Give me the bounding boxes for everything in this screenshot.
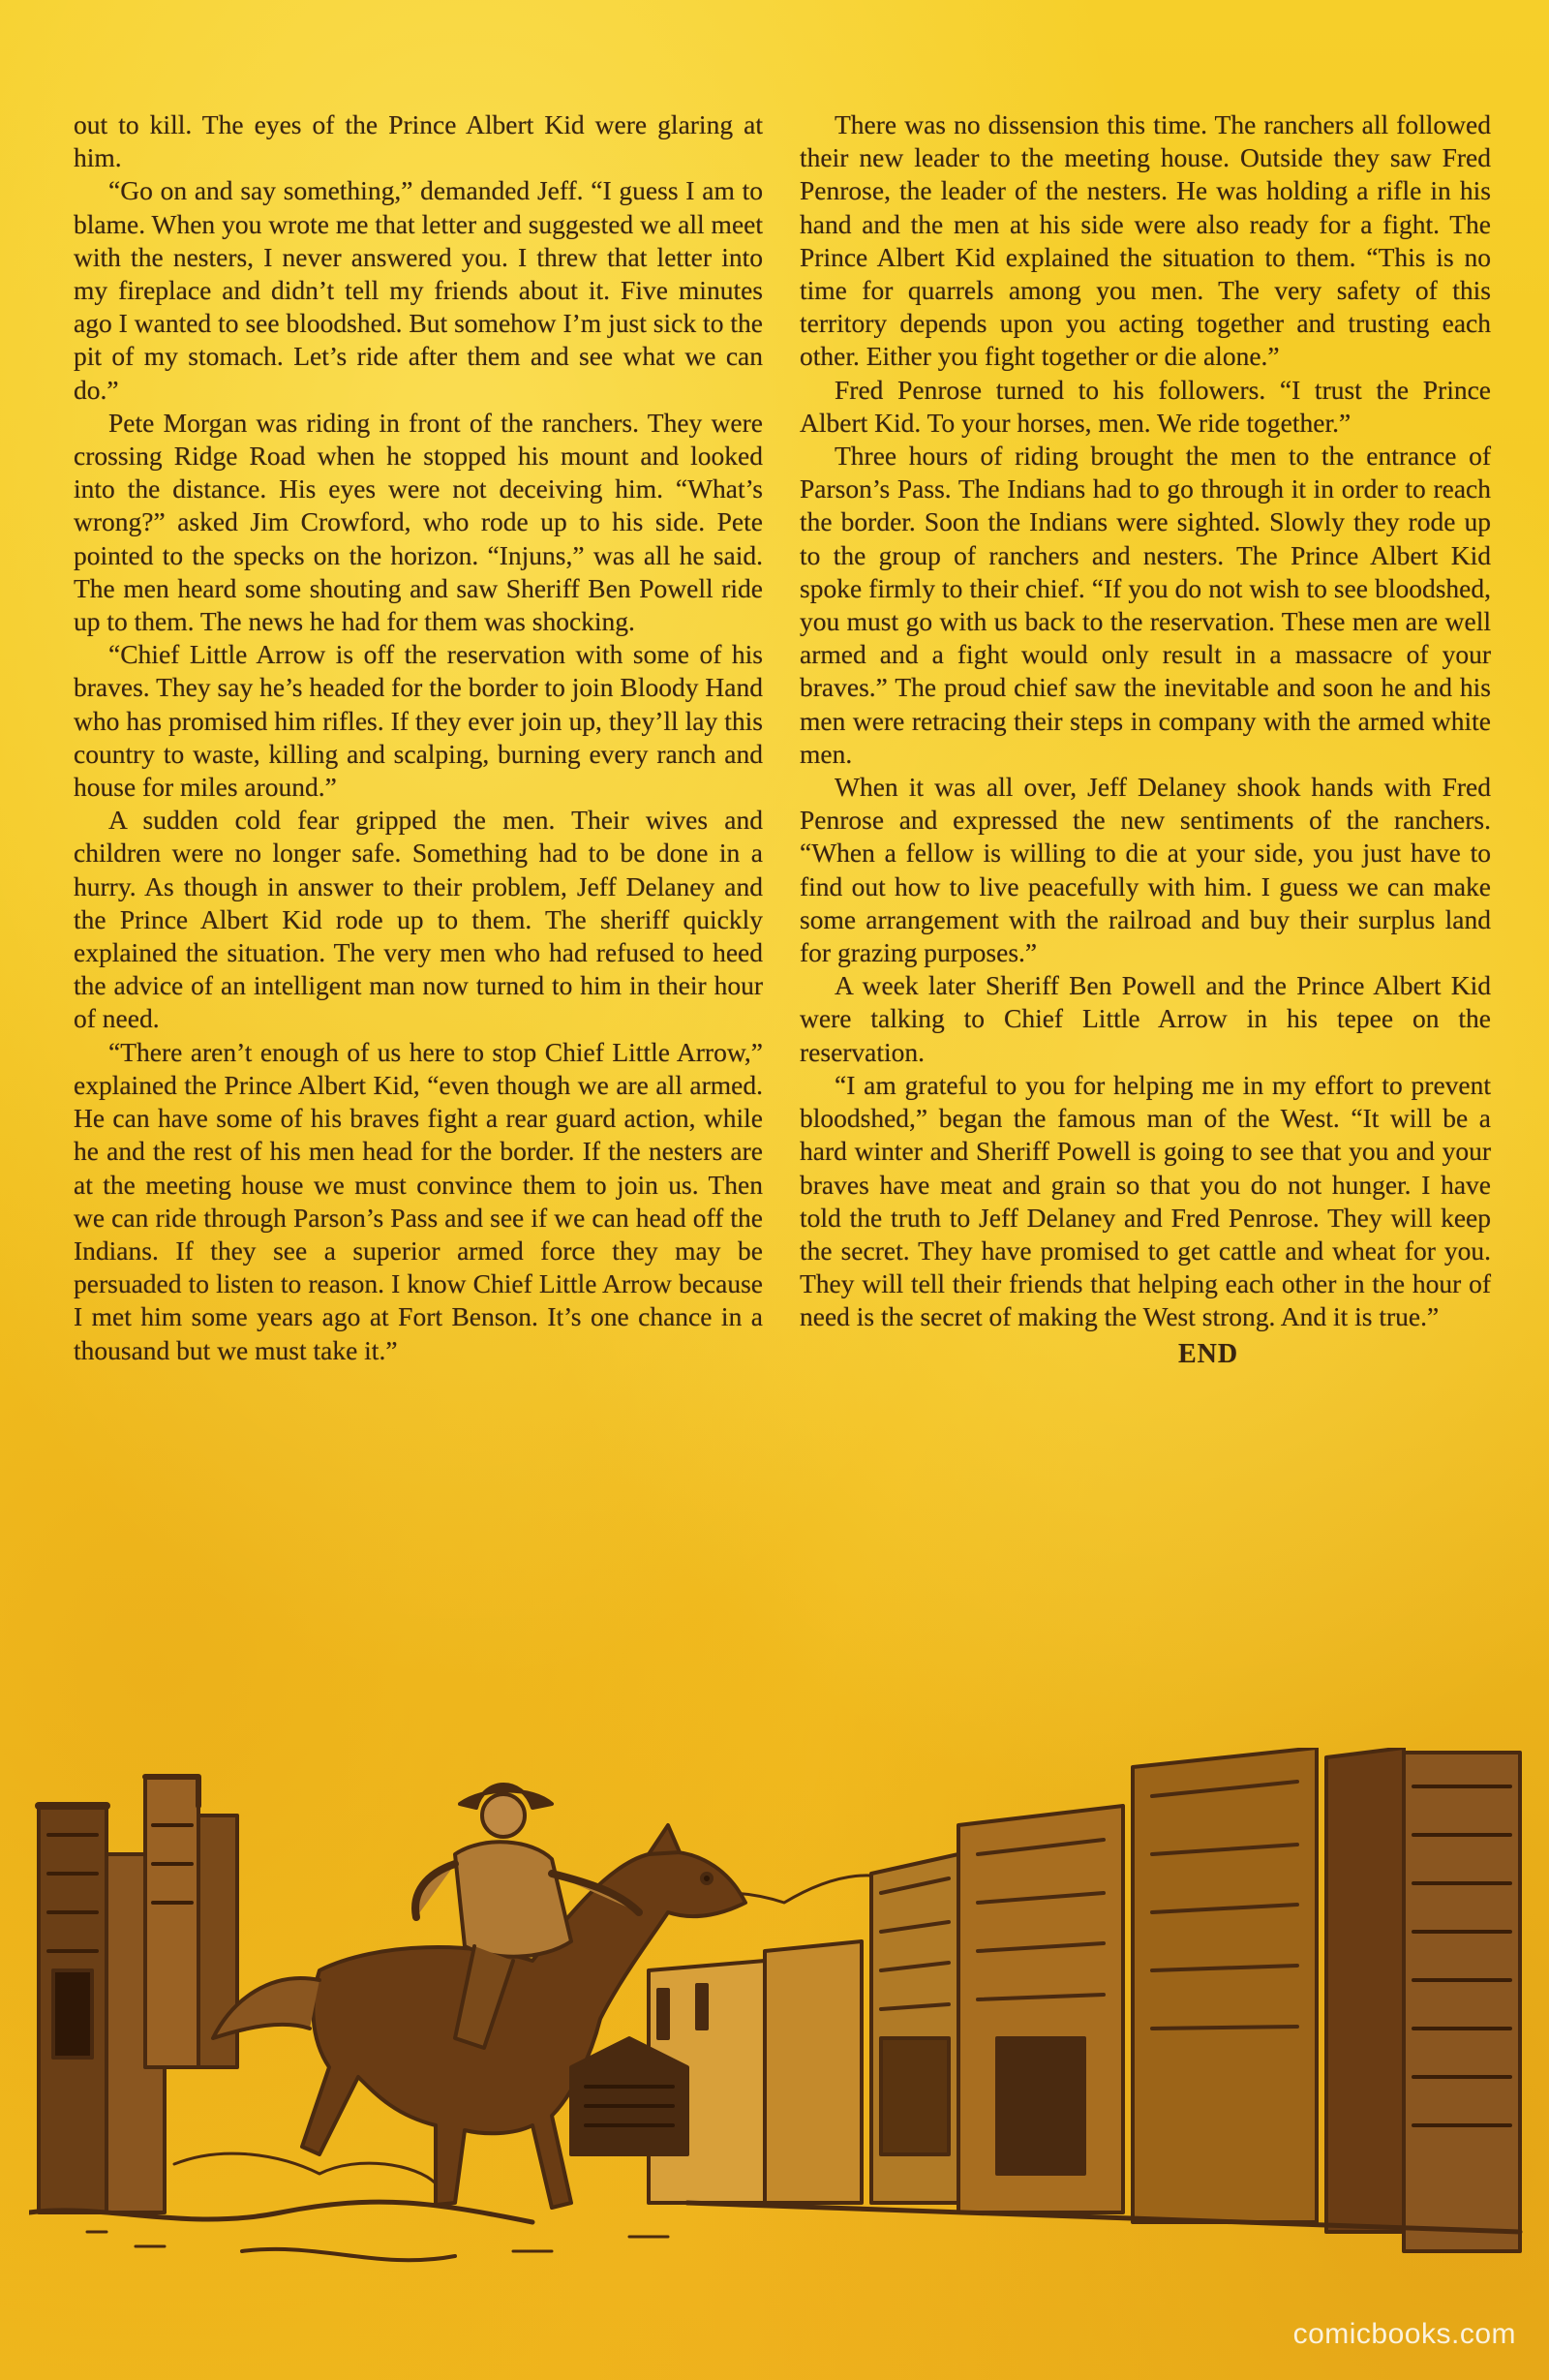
end-label: END: [1177, 1338, 1239, 1369]
paragraph: “There aren’t enough of us here to stop Chief Little Arrow,” explained the Prince Albert Kid, “even though we are all armed. He can have some of his braves fight a rear guard action, while he and the rest of his men head for the border. If the nesters are at the meeting house we must convince them to join us. Then we can ride through Parson’s Pass and see if we can head off the Indians. If they see a superior armed force they may be persuaded to listen to reason. I know Chief Little Arrow because I met him some years ago at Fort Benson. It’s one chance in a thousand but we must take it.”: [74, 1036, 763, 1365]
paragraph: Pete Morgan was riding in front of the ranchers. They were crossing Ridge Road when he stopped his mount and looked into the distance. His eyes were not deceiving him. “What’s wrong?” asked Jim Crowford, who rode up to his side. Pete pointed to the specks on the horizon. “Injuns,” was all he said. The men heard some shouting and saw Sheriff Ben Powell ride up to them. The news he had for them was shocking.: [74, 407, 763, 637]
right-text-column: [800, 108, 1491, 1371]
right-buildings: [571, 1748, 1520, 2251]
site-watermark: comicbooks.com: [1292, 2318, 1516, 2350]
paragraph: out to kill. The eyes of the Prince Albert Kid were glaring at him.: [74, 109, 763, 173]
paragraph: “Chief Little Arrow is off the reservation with some of his braves. They say he’s headed for the border to join Bloody Hand who has promised him rifles. If they ever join up, they’ll lay this country to waste, killing and scalping, burning every ranch and house for miles around.”: [74, 639, 763, 803]
paragraph: A sudden cold fear gripped the men. Their wives and children were no longer safe. Something had to be done in a hurry. As though in answer to their problem, Jeff Delaney and the Prince Albert Kid rode up to them. The sheriff quickly explained the situation. The very men who had refused to heed the advice of an intelligent man now turned to him in their hour of need.: [74, 805, 763, 1034]
cowboy-riding-into-town-illustration: [29, 1748, 1525, 2290]
paragraph: “Go on and say something,” demanded Jeff. “I guess I am to blame. When you wrote me that letter and suggested we all meet with the nesters, I never answered you. I threw that letter into my fireplace and didn’t tell my friends about it. Five minutes ago I wanted to see bloodshed. But somehow I’m just sick to the pit of my stomach. Let’s ride after them and see what we can do.”: [74, 175, 763, 405]
paragraph: Fred Penrose turned to his followers. “I trust the Prince Albert Kid. To your horses, men. We ride together.”: [800, 374, 1491, 438]
paragraph: Three hours of riding brought the men to the entrance of Parson’s Pass. The Indians had to go through it in order to reach the border. Soon the Indians were sighted. Slowly they rode up to the group of ranchers and nesters. The Prince Albert Kid spoke firmly to their chief. “If you do not wish to see bloodshed, you must go with us back to the reservation. These men are well armed and a fight would only result in a massacre of your braves.” The proud chief saw the inevitable and soon he and his men were retracing their steps in company with the armed white men.: [800, 441, 1491, 769]
paragraph: There was no dissension this time. The ranchers all followed their new leader to the meeting house. Outside they saw Fred Penrose, the leader of the nesters. He was holding a rifle in his hand and the men at his side were also ready for a fight. The Prince Albert Kid explained the situation to them. “This is no time for quarrels among you men. The very safety of this territory depends upon you acting together and trusting each other. Either you fight together or die alone.”: [800, 109, 1491, 372]
left-buildings: [39, 1777, 237, 2212]
left-text-column: [74, 108, 763, 1367]
paragraph: “I am grateful to you for helping me in my effort to prevent bloodshed,” began the famous man of the West. “It will be a hard winter and Sheriff Powell is going to see that you and your braves have meat and grain so that you do not hunger. I have told the truth to Jeff Delaney and Fred Penrose. They will keep the secret. They have promised to get cattle and wheat for you. They will tell their friends that helping each other in the hour of need is the secret of making the West strong. And it is true.”: [800, 1069, 1491, 1332]
paragraph: When it was all over, Jeff Delaney shook hands with Fred Penrose and expressed the new sentiments of the ranchers. “When a fellow is willing to die at your side, you just have to find out how to live peacefully with him. I guess we can make some arrangement with the railroad and buy their surplus land for grazing purposes.”: [800, 772, 1491, 968]
paragraph: A week later Sheriff Ben Powell and the Prince Albert Kid were talking to Chief Little Arrow in his tepee on the reservation.: [800, 970, 1491, 1067]
